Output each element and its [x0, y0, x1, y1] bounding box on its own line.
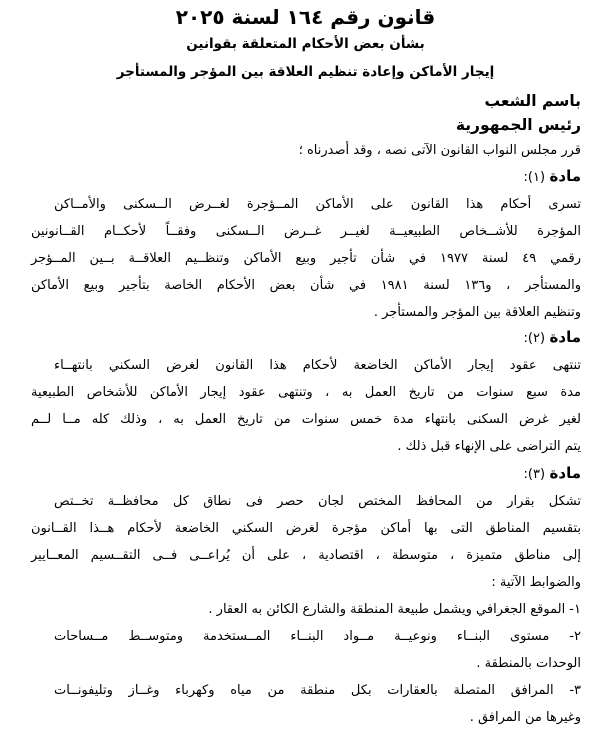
article-number: (١):	[523, 170, 546, 185]
article-3-item-3: ٣- المرافق المتصلة بالعقارات بكل منطقة من مياه وكهرباء وغــاز وتليفونــات	[54, 683, 581, 698]
article-2-title	[524, 326, 581, 350]
article-label: مادة	[549, 167, 581, 185]
article-1-line: رقمي ٤٩ لسنة ١٩٧٧ في شأن تأجير وبيع الأماكن وتنظــيم العلاقــة بــين المــؤجر	[31, 251, 582, 266]
preamble: قرر مجلس النواب القانون الآتى نصه ، وقد أصدرناه ؛	[298, 143, 581, 158]
article-3-item-1: ١- الموقع الجغرافي ويشمل طبيعة المنطقة والشارع الكائن به العقار .	[208, 602, 581, 617]
article-3-line: تشكل بقرار من المحافظ المختص لجان حصر فى نطاق كل محافظــة تخــتص	[54, 494, 581, 509]
article-3-item-2-cont: الوحدات بالمنطقة .	[476, 656, 581, 671]
in-the-name-of-people-heading: باسم الشعب	[484, 92, 581, 110]
article-3-item-3-cont: وغيرها من المرافق .	[469, 710, 581, 725]
article-1-title	[524, 165, 581, 189]
law-title: قانون رقم ١٦٤ لسنة ٢٠٢٥	[175, 5, 436, 29]
article-3-line: والضوابط الآتية :	[491, 575, 581, 590]
article-3-item-2: ٢- مستوى البنــاء ونوعيــة مــواد البنــاء المــستخدمة ومتوســط مــساحات	[54, 629, 581, 644]
article-1-line: وتنظيم العلاقة بين المؤجر والمستأجر .	[373, 305, 581, 320]
article-label: مادة	[549, 464, 581, 482]
article-2-line: تنتهى عقود إيجار الأماكن الخاضعة لأحكام هذا القانون لغرض السكني بانتهــاء	[54, 358, 581, 373]
law-subtitle-line-1: بشأن بعض الأحكام المتعلقة بقوانين	[186, 36, 425, 52]
article-2-line: مدة سبع سنوات من تاريخ العمل به ، وتنتهى عقود إيجار الأماكن للأشخاص الطبيعية	[31, 385, 581, 400]
article-2-line: يتم التراضى على الإنهاء قبل ذلك .	[397, 439, 581, 454]
article-3-line: بتقسيم المناطق التى بها أماكن مؤجرة لغرض السكني الخاضعة لأحكام هــذا القــانون	[31, 521, 581, 536]
president-heading: رئيس الجمهورية	[455, 116, 581, 134]
article-1-line: والمستأجر ، و١٣٦ لسنة ١٩٨١ في شأن بعض الأحكام الخاصة بتأجير وبيع الأماكن	[31, 278, 582, 293]
article-1-line: المؤجرة للأشــخاص الطبيعيــة لغيــر غــرض الــسكنى وفقــاً لأحكــام القــانونين	[31, 224, 581, 239]
article-label: مادة	[549, 328, 581, 346]
article-number: (٣):	[523, 467, 546, 482]
article-1-line: تسرى أحكام هذا القانون على الأماكن المــؤجرة لغــرض الــسكنى والأمــاكن	[54, 197, 581, 212]
law-subtitle-line-2: إيجار الأماكن وإعادة تنظيم العلاقة بين المؤجر والمستأجر	[116, 64, 495, 80]
article-2-line: لغير غرض السكنى بانتهاء مدة خمس سنوات من تاريخ العمل به ، وذلك كله مــا لــم	[31, 412, 581, 427]
article-number: (٢):	[523, 331, 546, 346]
article-3-line: إلى مناطق متميزة ، متوسطة ، اقتصادية ، على أن يُراعــى فــى التقــسيم المعــايير	[31, 548, 581, 563]
article-3-title	[524, 462, 581, 486]
